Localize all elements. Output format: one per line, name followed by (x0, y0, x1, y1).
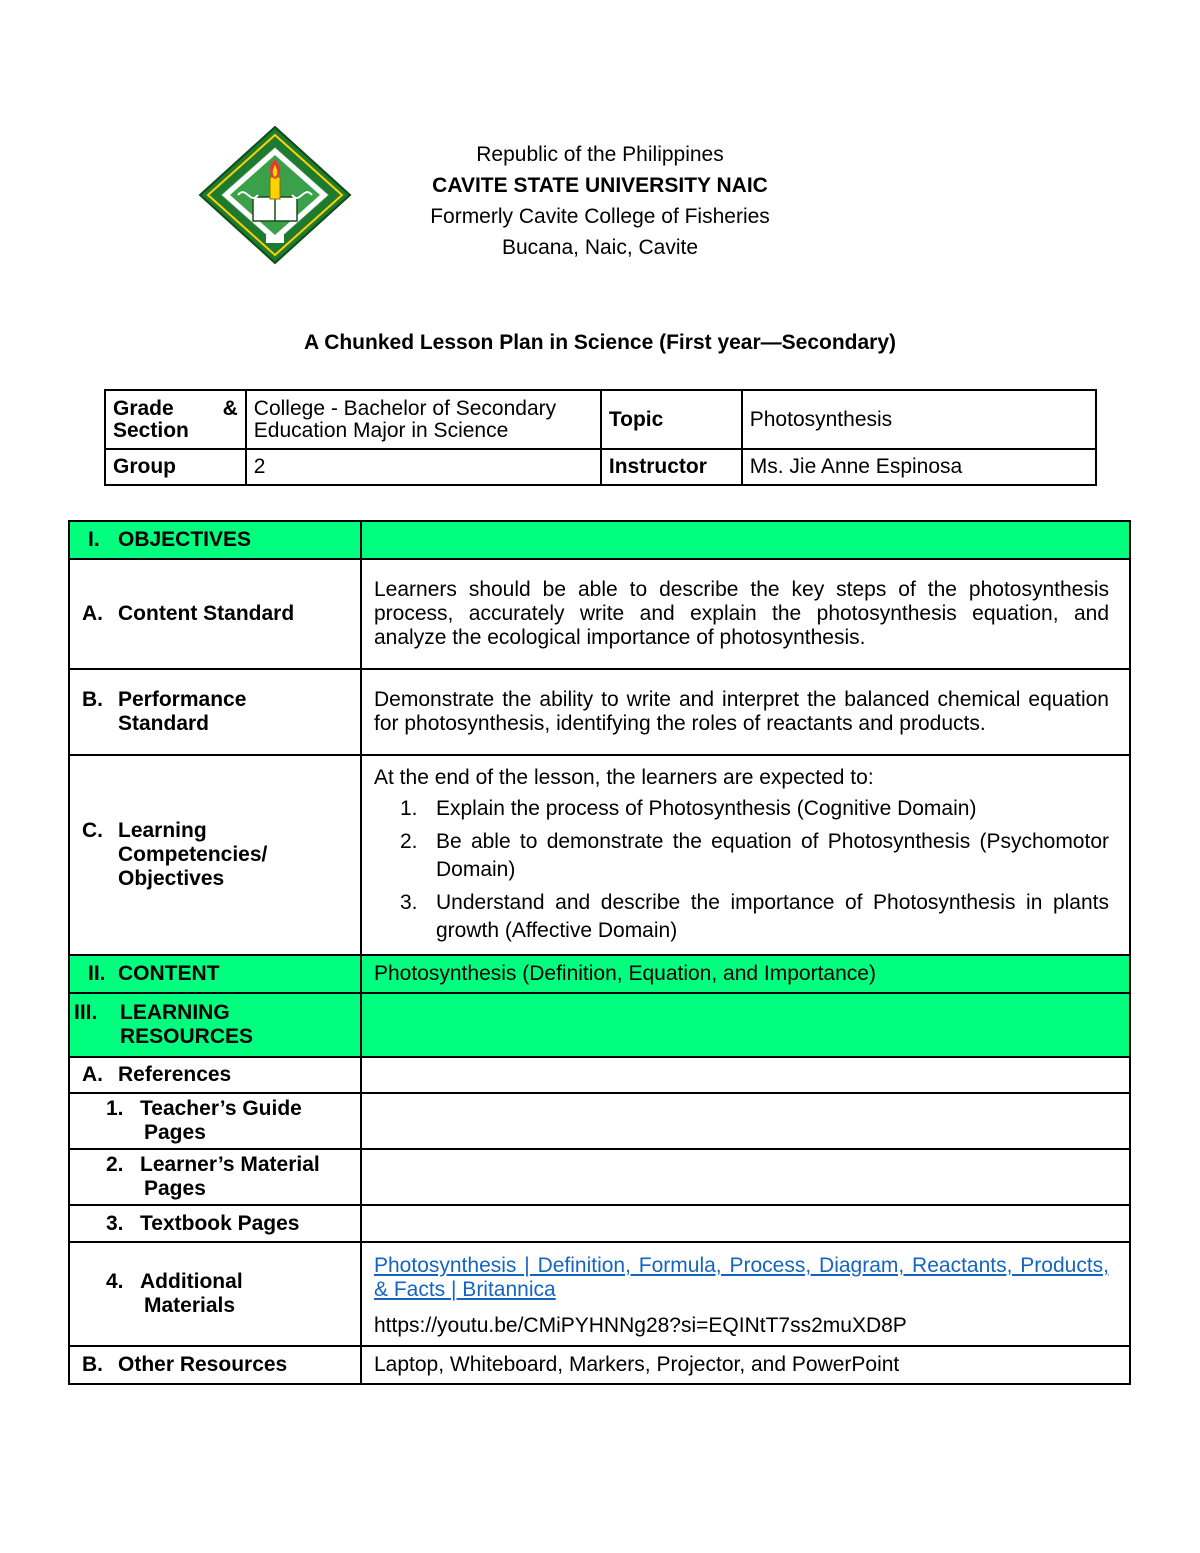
learners-material-label-line1: Learner’s Material (140, 1153, 320, 1176)
resources-label-line1: LEARNING (120, 1001, 230, 1024)
competencies-intro: At the end of the lesson, the learners are expected to: (374, 765, 874, 789)
country-heading: Republic of the Philippines (476, 143, 724, 166)
table-row (69, 755, 1130, 955)
grade-label: Grade (113, 396, 174, 420)
university-name: CAVITE STATE UNIVERSITY NAIC (432, 174, 768, 197)
learners-material-value (361, 1149, 1130, 1205)
table-row (69, 559, 1130, 669)
content-heading (69, 955, 361, 993)
competency-text: Explain the process of Photosynthesis (Cognitive Domain) (436, 796, 977, 820)
topic-value: Photosynthesis (742, 390, 1096, 449)
additional-label-line2: Materials (144, 1294, 236, 1317)
table-row (69, 669, 1130, 755)
content-row (69, 955, 1130, 993)
section-label: Section (113, 418, 189, 442)
learners-material-label-cell (69, 1149, 361, 1205)
table-row (69, 1093, 1130, 1149)
objectives-empty-cell (361, 521, 1130, 559)
teachers-guide-num: 1. (106, 1097, 124, 1120)
former-name: Formerly Cavite College of Fisheries (430, 205, 770, 228)
competencies-list (374, 795, 1109, 945)
list-item (374, 889, 1109, 945)
competencies-label-cell (69, 755, 361, 955)
grade-value-line1: College - Bachelor of Secondary (253, 396, 557, 420)
content-num: II. (88, 962, 106, 985)
resources-num: III. (74, 1001, 98, 1024)
content-standard-num: A. (82, 602, 103, 625)
competencies-label-line1: Learning (118, 819, 207, 842)
content-label: CONTENT (118, 962, 220, 985)
other-resources-label: Other Resources (118, 1353, 288, 1376)
other-resources-label-cell (69, 1346, 361, 1384)
table-row (69, 1242, 1130, 1346)
list-item (374, 828, 1109, 884)
additional-materials-cell (361, 1242, 1130, 1346)
resources-empty-cell (361, 993, 1130, 1057)
additional-label-line1: Additional (140, 1270, 243, 1293)
group-value: 2 (246, 449, 601, 485)
university-address: Bucana, Naic, Cavite (501, 236, 699, 259)
objectives-num: I. (88, 528, 100, 551)
performance-label-line1: Performance (118, 688, 247, 711)
table-row (69, 1057, 1130, 1093)
other-resources-num: B. (82, 1353, 103, 1376)
competencies-label-line2: Competencies/ (118, 843, 268, 866)
references-label-cell (69, 1057, 361, 1093)
grade-section-value (246, 390, 601, 449)
objectives-label: OBJECTIVES (118, 528, 252, 551)
table-row (69, 1346, 1130, 1384)
additional-label-cell (69, 1242, 361, 1346)
references-label: References (118, 1063, 232, 1086)
list-item (374, 795, 1109, 823)
teachers-guide-label-line2: Pages (144, 1121, 206, 1144)
video-url: https://youtu.be/CMiPYHNNg28?si=EQINtT7ss2muXD8P (374, 1314, 907, 1337)
topic-label: Topic (601, 390, 742, 449)
objectives-header-row (69, 521, 1130, 559)
content-standard-label-cell (69, 559, 361, 669)
instructor-value: Ms. Jie Anne Espinosa (742, 449, 1096, 485)
textbook-value (361, 1205, 1130, 1242)
group-label: Group (105, 449, 246, 485)
performance-standard-label-cell (69, 669, 361, 755)
content-standard-text: Learners should be able to describe the key steps of the photosynthesis process, accurately write and explain the photosynthesis equation, and analyze the ecological importance of photosynthesis. (361, 559, 1130, 669)
competency-text: Be able to demonstrate the equation of Photosynthesis (Psychomotor Domain) (436, 829, 1109, 881)
teachers-guide-label-cell (69, 1093, 361, 1149)
textbook-num: 3. (106, 1211, 124, 1235)
resources-header-row (69, 993, 1130, 1057)
learners-material-num: 2. (106, 1153, 124, 1176)
teachers-guide-label-line1: Teacher’s Guide (140, 1097, 302, 1120)
britannica-link[interactable]: Photosynthesis | Definition, Formula, Process, Diagram, Reactants, Products, & Facts | Britannica (374, 1254, 1109, 1301)
ampersand-label: & (222, 396, 238, 420)
additional-num: 4. (106, 1270, 124, 1293)
competencies-cell (361, 755, 1130, 955)
teachers-guide-value (361, 1093, 1130, 1149)
content-text: Photosynthesis (Definition, Equation, and Importance) (361, 955, 1130, 993)
objectives-heading (69, 521, 361, 559)
table-row (69, 1205, 1130, 1242)
references-num: A. (82, 1063, 103, 1086)
resources-label-line2: RESOURCES (120, 1025, 254, 1048)
page-title: A Chunked Lesson Plan in Science (First year—Secondary) (303, 331, 897, 354)
instructor-label: Instructor (601, 449, 742, 485)
competency-num: 1. (400, 796, 418, 820)
other-resources-text: Laptop, Whiteboard, Markers, Projector, and PowerPoint (361, 1346, 1130, 1384)
resources-heading (69, 993, 361, 1057)
table-row (69, 1149, 1130, 1205)
competency-text: Understand and describe the importance of Photosynthesis in plants growth (Affective Domain) (436, 890, 1109, 942)
competencies-label-line3: Objectives (118, 867, 225, 890)
grade-section-label (105, 390, 246, 449)
learners-material-label-line2: Pages (144, 1177, 206, 1200)
textbook-label-cell (69, 1205, 361, 1242)
competencies-num: C. (82, 819, 103, 842)
lesson-info-table (104, 389, 1097, 486)
table-row (105, 449, 1096, 485)
performance-label-line2: Standard (118, 712, 210, 735)
grade-value-line2: Education Major in Science (253, 418, 509, 442)
competency-num: 2. (400, 829, 418, 853)
performance-standard-text: Demonstrate the ability to write and interpret the balanced chemical equation for photosynthesis, identifying the roles of reactants and products. (361, 669, 1130, 755)
performance-standard-num: B. (82, 688, 103, 711)
competency-num: 3. (400, 890, 418, 914)
content-standard-label: Content Standard (118, 602, 295, 625)
lesson-plan-table (68, 520, 1131, 1385)
table-row (105, 390, 1096, 449)
textbook-label: Textbook Pages (140, 1211, 300, 1235)
references-empty-cell (361, 1057, 1130, 1093)
